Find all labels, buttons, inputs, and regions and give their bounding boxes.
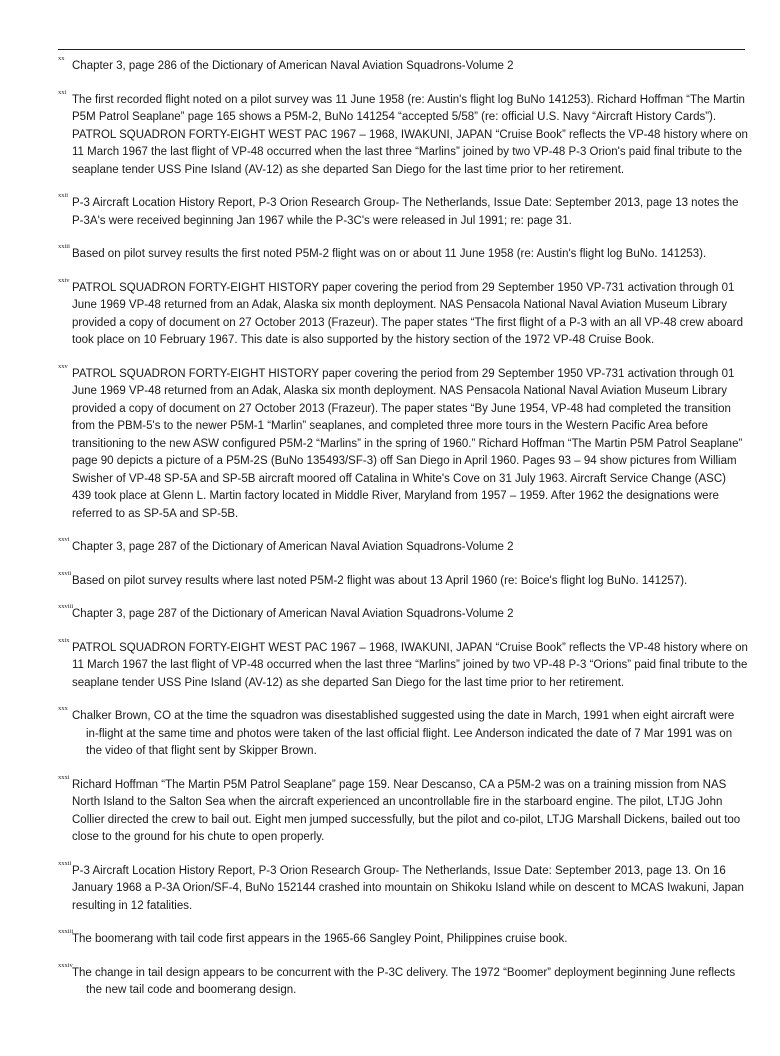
- footnote-marker: xx: [58, 55, 65, 62]
- footnote-text: The boomerang with tail code first appears in the 1965-66 Sangley Point, Philippines cruise book.: [72, 933, 568, 945]
- footnote-text: PATROL SQUADRON FORTY-EIGHT HISTORY paper covering the period from 29 September 1950 VP-731 activation through 01 June 1969 VP-48 returned from an Adak, Alaska six month deployment. NAS Pensacola National Naval Aviation Museum Library provided a copy of document on 27 October 2013 (Frazeur). The paper states “By June 1954, VP-48 had completed the transition from the PBM-5's to the newer P5M-1 “Marlin” seaplanes, and completed three more tours in the Western Pacific Area before transitioning to the new ASW configured P5M-2 “Marlins” in the spring of 1960.” Richard Hoffman “The Martin P5M Patrol Seaplane” page 90 depicts a picture of a P5M-2S (BuNo 135493/SF-3) off San Diego in April 1960. Pages 93 – 94 show pictures from William Swisher of VP-48 SP-5A and SP-5B aircraft moored off Catalina in White's Cove on 31 July 1963. Aircraft Service Change (ASC) 439 took place at Glenn L. Martin factory located in Middle River, Maryland from 1957 – 1959. After 1962 the designations were referred to as SP-5A and SP-5B.: [72, 367, 743, 520]
- footnote-xx: [58, 55, 748, 76]
- footnotes-list: [58, 55, 748, 1016]
- footnote-text: The change in tail design appears to be concurrent with the P-3C delivery. The 1972 “Boomer” deployment beginning June reflects the new tail code and boomerang design.: [72, 966, 736, 996]
- footnote-text: Chapter 3, page 286 of the Dictionary of American Naval Aviation Squadrons-Volume 2: [72, 60, 514, 72]
- footnote-separator-rule: [58, 49, 745, 50]
- footnote-text: PATROL SQUADRON FORTY-EIGHT HISTORY paper covering the period from 29 September 1950 VP-731 activation through 01 June 1969 VP-48 returned from an Adak, Alaska six month deployment. NAS Pensacola National Naval Aviation Museum Library provided a copy of document on 27 October 2013 (Frazeur). The paper states “The first flight of a P-3 with an all VP-48 crew aboard took place on 10 February 1967. This date is also supported by the history section of the 1972 VP-48 Cruise Book.: [72, 281, 743, 346]
- footnote-xxviii: [58, 603, 748, 624]
- footnote-xxx: [58, 705, 748, 761]
- footnote-marker: xxxiii: [58, 928, 74, 935]
- footnote-marker: xxiv: [58, 276, 70, 284]
- footnote-marker: xxvii: [58, 569, 72, 577]
- footnote-text: Chalker Brown, CO at the time the squadron was disestablished suggested using the date in March, 1991 when eight aircraft were in-flight at the same time and photos were taken of the last official flight. Lee Anderson indicated the date of 7 Mar 1991 was on the video of that flight sent by Skipper Brown.: [72, 710, 735, 757]
- footnote-text: P-3 Aircraft Location History Report, P-3 Orion Research Group- The Netherlands, Issue Date: September 2013, page 13 notes the P-3A's were received beginning Jan 1967 while the P-3C's were released in Jul 1991; re: page 31.: [72, 197, 739, 227]
- footnote-text: Based on pilot survey results where last noted P5M-2 flight was about 13 April 1960 (re: Boice's flight log BuNo. 141257).: [72, 574, 688, 587]
- footnote-marker: xxxi: [58, 773, 70, 781]
- footnote-xxi: [58, 88, 748, 180]
- footnote-xxxiv: [58, 961, 748, 1000]
- footnote-marker: xxix: [58, 636, 70, 644]
- footnote-marker: xxvi: [58, 536, 70, 543]
- footnote-text: Based on pilot survey results the first noted P5M-2 flight was on or about 11 June 1958 (re: Austin's flight log BuNo. 141253).: [72, 248, 707, 260]
- footnote-marker: xxv: [58, 362, 68, 370]
- footnote-xxv: [58, 362, 748, 524]
- footnote-text: Richard Hoffman “The Martin P5M Patrol Seaplane” page 159. Near Descanso, CA a P5M-2 was on a training mission from NAS North Island to the Salton Sea when the aircraft experienced an uncontrollable fire in the starboard engine. The pilot, LTJG John Collier directed the crew to bail out. Eight men jumped successfully, but the pilot and co-pilot, LTJG Marshall Dickens, bailed out too close to the ground for his chute to open properly.: [72, 778, 741, 843]
- footnote-xxxii: [58, 859, 748, 916]
- footnote-xxix: [58, 636, 748, 693]
- footnote-text: Chapter 3, page 287 of the Dictionary of American Naval Aviation Squadrons-Volume 2: [72, 608, 514, 620]
- footnote-marker: xxx: [58, 705, 68, 712]
- footnote-xxxi: [58, 773, 748, 847]
- footnote-marker: xxii: [58, 192, 69, 199]
- footnote-text: Chapter 3, page 287 of the Dictionary of American Naval Aviation Squadrons-Volume 2: [72, 541, 514, 553]
- footnote-text: PATROL SQUADRON FORTY-EIGHT WEST PAC 1967 – 1968, IWAKUNI, JAPAN “Cruise Book” reflects the VP-48 history where on 11 March 1967 the last flight of VP-48 occurred when the last three “Marlins” joined by two VP-48 P-3 “Orions” paid final tribute to the seaplane tender USS Pine Island (AV-12) as she departed San Diego for the last time prior to her retirement.: [72, 641, 748, 689]
- footnote-text: The first recorded flight noted on a pilot survey was 11 June 1958 (re: Austin's flight log BuNo 141253). Richard Hoffman “The Martin P5M Patrol Seaplane” page 165 shows a P5M-2, BuNo 141254 “accepted 5/58” (re: official U.S. Navy “Aircraft History Cards”). PATROL SQUADRON FORTY-EIGHT WEST PAC 1967 – 1968, IWAKUNI, JAPAN “Cruise Book” reflects the VP-48 history where on 11 March 1967 the last flight of VP-48 occurred when the last three “Marlins” joined by two VP-48 P-3 Orion's paid final tribute to the seaplane tender USS Pine Island (AV-12) as she departed San Diego for the last time prior to her retirement.: [72, 93, 748, 176]
- footnote-marker: xxxiv: [58, 961, 73, 969]
- footnote-text: P-3 Aircraft Location History Report, P-3 Orion Research Group- The Netherlands, Issue Date: September 2013, page 13. On 16 January 1968 a P-3A Orion/SF-4, BuNo 152144 crashed into mountain on Shikoku Island while on descent to MCAS Iwakuni, Japan resulting in 12 fatalities.: [72, 864, 744, 912]
- footnote-xxvi: [58, 536, 748, 557]
- footnote-marker: xxviii: [58, 603, 74, 610]
- footnote-xxiv: [58, 276, 748, 350]
- footnote-marker: xxiii: [58, 243, 70, 250]
- footnote-marker: xxxii: [58, 859, 72, 867]
- footnote-xxvii: [58, 569, 748, 591]
- footnote-marker: xxi: [58, 88, 67, 96]
- footnote-xxii: [58, 192, 748, 230]
- footnote-xxxiii: [58, 928, 748, 949]
- footnote-xxiii: [58, 243, 748, 264]
